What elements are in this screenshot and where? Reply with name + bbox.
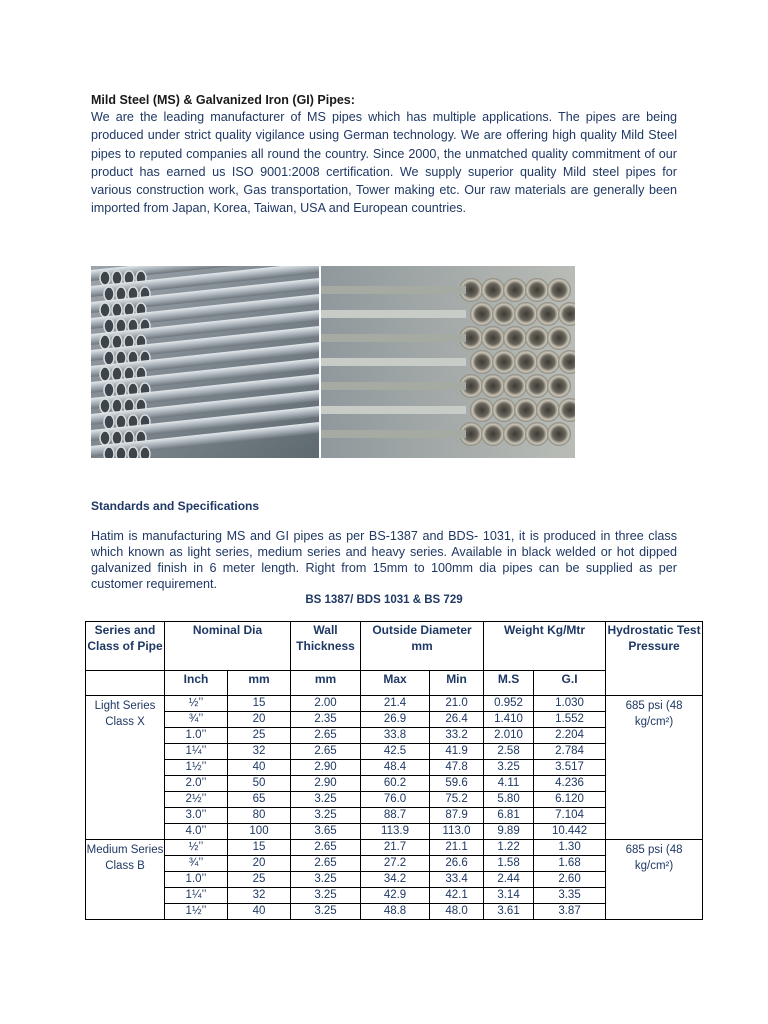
cell-inch: 3.0’’ — [165, 808, 228, 824]
cell-inch: 2.0’’ — [165, 776, 228, 792]
cell-min: 26.4 — [430, 712, 484, 728]
header-series: Series and Class of Pipe — [86, 622, 165, 671]
cell-mm: 25 — [228, 872, 291, 888]
light-test-pressure: 685 psi (48 kg/cm²) — [606, 696, 703, 840]
header-hydrostatic: Hydrostatic Test Pressure — [606, 622, 703, 696]
cell-inch: ½’’ — [165, 840, 228, 856]
header-ms: M.S — [484, 671, 534, 696]
cell-max: 113.9 — [361, 824, 430, 840]
cell-inch: 1½’’ — [165, 760, 228, 776]
header-max: Max — [361, 671, 430, 696]
cell-mm: 32 — [228, 888, 291, 904]
cell-min: 26.6 — [430, 856, 484, 872]
cell-mm: 20 — [228, 856, 291, 872]
table-caption: BS 1387/ BDS 1031 & BS 729 — [305, 594, 463, 606]
cell-gi: 2.784 — [534, 744, 606, 760]
cell-ms: 6.81 — [484, 808, 534, 824]
cell-max: 33.8 — [361, 728, 430, 744]
cell-wall-mm: 2.65 — [291, 744, 361, 760]
cell-min: 113.0 — [430, 824, 484, 840]
standards-heading: Standards and Specifications — [91, 499, 260, 513]
cell-mm: 40 — [228, 760, 291, 776]
cell-inch: 4.0’’ — [165, 824, 228, 840]
cell-inch: 1.0’’ — [165, 872, 228, 888]
medium-series-label: Medium Series Class B — [86, 840, 165, 920]
cell-max: 48.8 — [361, 904, 430, 920]
light-series-body — [86, 696, 703, 840]
cell-min: 75.2 — [430, 792, 484, 808]
cell-mm: 40 — [228, 904, 291, 920]
cell-gi: 2.204 — [534, 728, 606, 744]
cell-wall-mm: 2.90 — [291, 760, 361, 776]
cell-gi: 1.68 — [534, 856, 606, 872]
cell-gi: 7.104 — [534, 808, 606, 824]
cell-max: 88.7 — [361, 808, 430, 824]
cell-min: 33.2 — [430, 728, 484, 744]
pipe-bundles-photo — [321, 266, 575, 458]
header-gi: G.I — [534, 671, 606, 696]
cell-wall-mm: 3.65 — [291, 824, 361, 840]
cell-inch: ¾’’ — [165, 712, 228, 728]
cell-inch: 2½’’ — [165, 792, 228, 808]
medium-series-body — [86, 840, 703, 920]
cell-mm: 25 — [228, 728, 291, 744]
cell-gi: 6.120 — [534, 792, 606, 808]
cell-wall-mm: 3.25 — [291, 872, 361, 888]
cell-ms: 2.58 — [484, 744, 534, 760]
cell-inch: ½’’ — [165, 696, 228, 712]
cell-min: 21.0 — [430, 696, 484, 712]
cell-ms: 3.61 — [484, 904, 534, 920]
cell-ms: 2.44 — [484, 872, 534, 888]
cell-max: 27.2 — [361, 856, 430, 872]
cell-inch: ¾’’ — [165, 856, 228, 872]
cell-gi: 3.517 — [534, 760, 606, 776]
cell-mm: 15 — [228, 696, 291, 712]
intro-heading: Mild Steel (MS) & Galvanized Iron (GI) Pipes: — [91, 93, 355, 107]
cell-wall-mm: 2.35 — [291, 712, 361, 728]
cell-gi: 1.552 — [534, 712, 606, 728]
pipe-photos — [91, 266, 575, 458]
cell-min: 21.1 — [430, 840, 484, 856]
cell-wall-mm: 3.25 — [291, 792, 361, 808]
cell-wall-mm: 2.90 — [291, 776, 361, 792]
cell-gi: 3.87 — [534, 904, 606, 920]
cell-mm: 65 — [228, 792, 291, 808]
cell-min: 42.1 — [430, 888, 484, 904]
cell-mm: 100 — [228, 824, 291, 840]
cell-wall-mm: 3.25 — [291, 808, 361, 824]
table-row — [86, 696, 703, 712]
cell-mm: 80 — [228, 808, 291, 824]
cell-inch: 1.0’’ — [165, 728, 228, 744]
cell-ms: 9.89 — [484, 824, 534, 840]
cell-ms: 0.952 — [484, 696, 534, 712]
cell-ms: 2.010 — [484, 728, 534, 744]
cell-wall-mm: 2.65 — [291, 728, 361, 744]
stacked-pipes-photo — [91, 266, 319, 458]
cell-min: 59.6 — [430, 776, 484, 792]
cell-wall-mm: 2.00 — [291, 696, 361, 712]
cell-max: 34.2 — [361, 872, 430, 888]
cell-gi: 4.236 — [534, 776, 606, 792]
specification-table — [85, 621, 703, 920]
cell-ms: 3.25 — [484, 760, 534, 776]
header-wall-mm: mm — [291, 671, 361, 696]
header-weight: Weight Kg/Mtr — [484, 622, 606, 671]
cell-gi: 3.35 — [534, 888, 606, 904]
cell-inch: 1¼’’ — [165, 744, 228, 760]
cell-wall-mm: 3.25 — [291, 904, 361, 920]
header-min: Min — [430, 671, 484, 696]
cell-inch: 1½’’ — [165, 904, 228, 920]
cell-max: 26.9 — [361, 712, 430, 728]
cell-max: 21.4 — [361, 696, 430, 712]
header-inch: Inch — [165, 671, 228, 696]
cell-min: 47.8 — [430, 760, 484, 776]
header-outside-diameter: Outside Diameter mm — [361, 622, 484, 671]
cell-max: 60.2 — [361, 776, 430, 792]
cell-ms: 5.80 — [484, 792, 534, 808]
cell-max: 21.7 — [361, 840, 430, 856]
cell-max: 42.9 — [361, 888, 430, 904]
cell-inch: 1¼’’ — [165, 888, 228, 904]
cell-min: 41.9 — [430, 744, 484, 760]
standards-paragraph: Hatim is manufacturing MS and GI pipes as per BS-1387 and BDS- 1031, it is produced in three class which known as light series, medium series and heavy series. Available in black welded or hot dipped galvanized finish in 6 meter length. Right from 15mm to 100mm dia pipes can be supplied as per customer requirement. — [91, 529, 677, 591]
cell-max: 42.5 — [361, 744, 430, 760]
cell-gi: 2.60 — [534, 872, 606, 888]
table-row — [86, 840, 703, 856]
cell-mm: 50 — [228, 776, 291, 792]
cell-mm: 20 — [228, 712, 291, 728]
cell-gi: 10.442 — [534, 824, 606, 840]
cell-min: 87.9 — [430, 808, 484, 824]
cell-max: 76.0 — [361, 792, 430, 808]
cell-wall-mm: 2.65 — [291, 856, 361, 872]
cell-gi: 1.030 — [534, 696, 606, 712]
cell-ms: 3.14 — [484, 888, 534, 904]
intro-paragraph: We are the leading manufacturer of MS pipes which has multiple applications. The pipes are being produced under strict quality vigilance using German technology. We are offering high quality Mild Steel pipes to reputed companies all round the country. Since 2000, the unmatched quality commitment of our product has earned us ISO 9001:2008 certification. We supply superior quality Mild steel pipes for various construction work, Gas transportation, Tower making etc. Our raw materials are generally been imported from Japan, Korea, Taiwan, USA and European countries. — [91, 110, 677, 216]
cell-wall-mm: 2.65 — [291, 840, 361, 856]
cell-min: 48.0 — [430, 904, 484, 920]
cell-gi: 1.30 — [534, 840, 606, 856]
cell-ms: 1.22 — [484, 840, 534, 856]
cell-ms: 1.410 — [484, 712, 534, 728]
header-nominal-dia: Nominal Dia — [165, 622, 291, 671]
header-series-blank — [86, 671, 165, 696]
cell-ms: 1.58 — [484, 856, 534, 872]
header-mm: mm — [228, 671, 291, 696]
medium-test-pressure: 685 psi (48 kg/cm²) — [606, 840, 703, 920]
header-wall-thickness: Wall Thickness — [291, 622, 361, 671]
light-series-label: Light Series Class X — [86, 696, 165, 840]
cell-min: 33.4 — [430, 872, 484, 888]
cell-mm: 15 — [228, 840, 291, 856]
cell-mm: 32 — [228, 744, 291, 760]
cell-ms: 4.11 — [484, 776, 534, 792]
cell-max: 48.4 — [361, 760, 430, 776]
cell-wall-mm: 3.25 — [291, 888, 361, 904]
